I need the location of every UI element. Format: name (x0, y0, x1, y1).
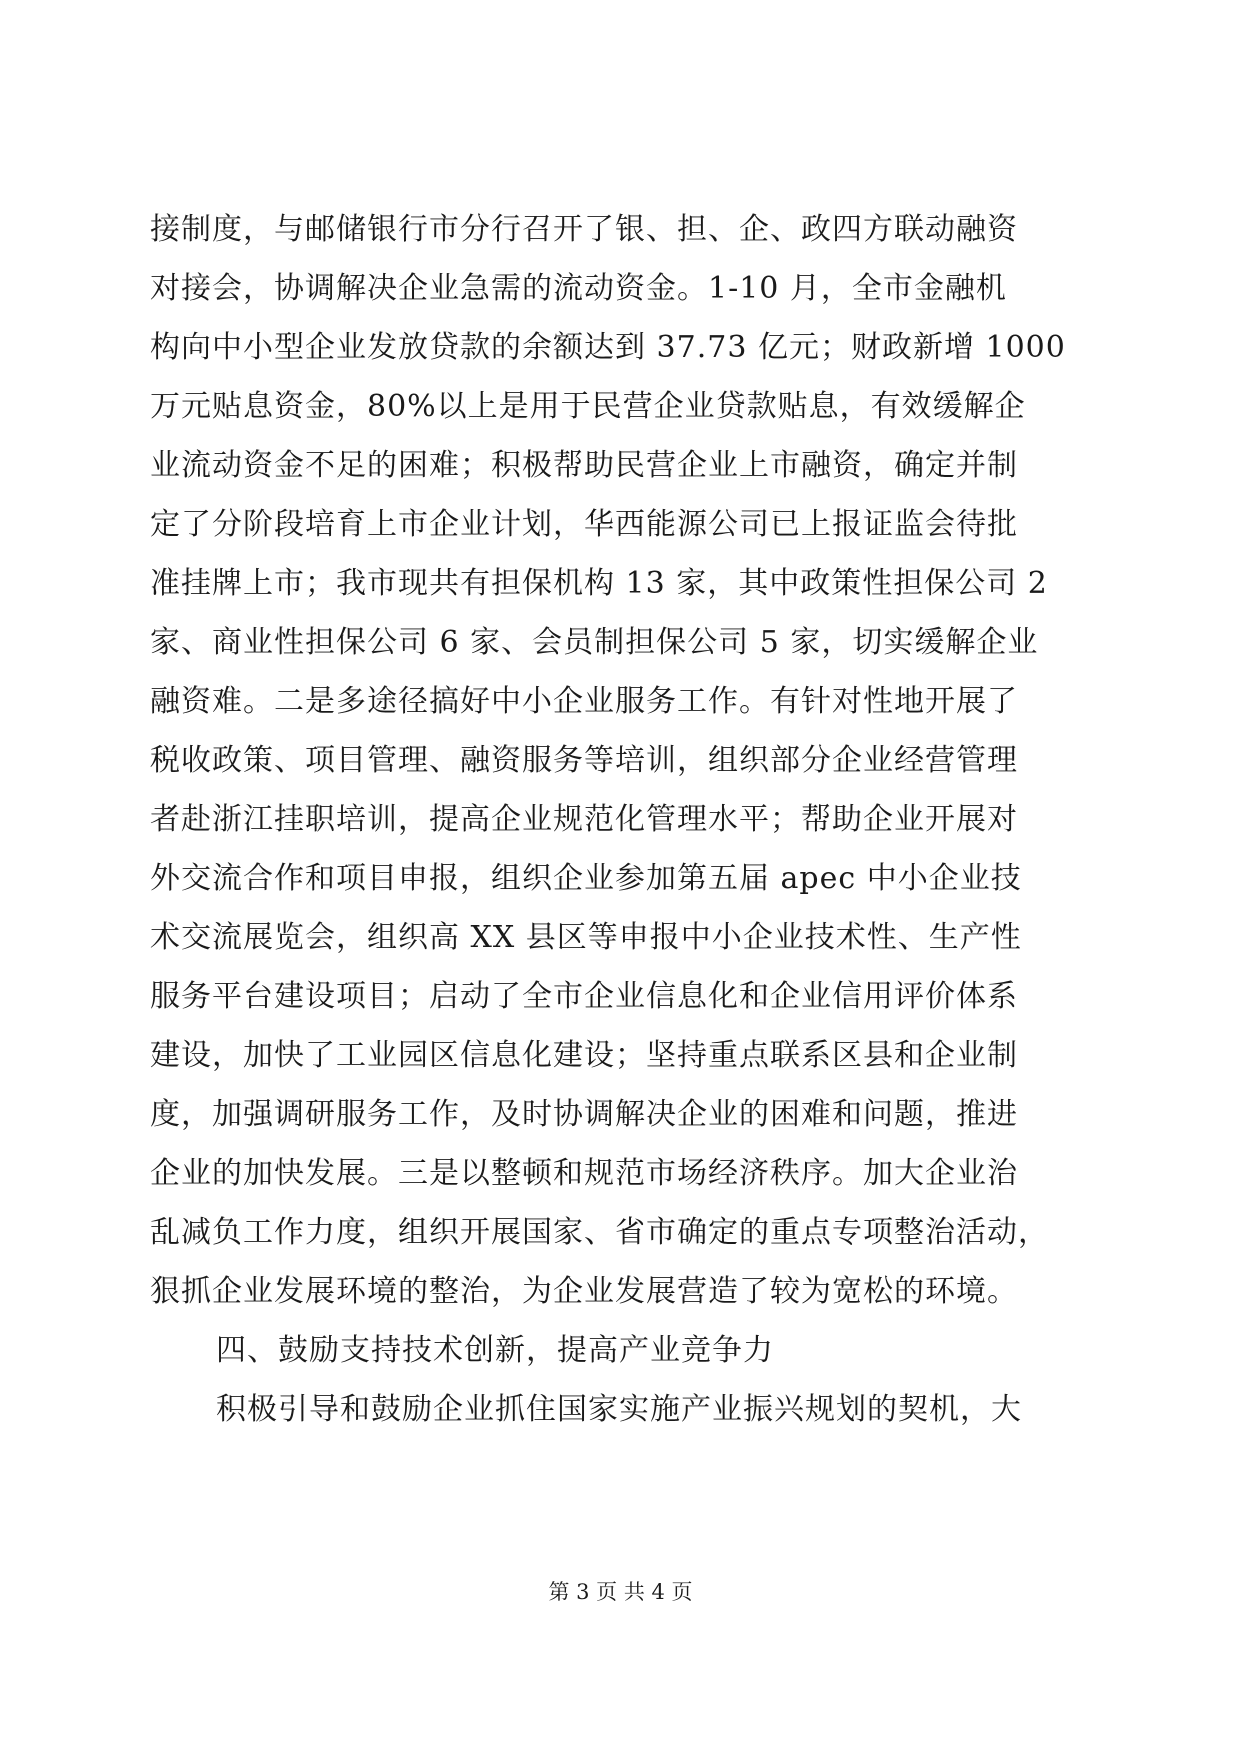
body-line-7: 准挂牌上市；我市现共有担保机构 13 家，其中政策性担保公司 2 (150, 566, 1048, 601)
body-line-5: 业流动资金不足的困难；积极帮助民营企业上市融资，确定并制 (150, 448, 1018, 483)
body-line-16: 度，加强调研服务工作，及时协调解决企业的困难和问题，推进 (150, 1097, 1018, 1132)
body-line-8: 家、商业性担保公司 6 家、会员制担保公司 5 家，切实缓解企业 (150, 625, 1039, 660)
body-line-4: 万元贴息资金，80%以上是用于民营企业贷款贴息，有效缓解企 (150, 389, 1026, 424)
body-line-14: 服务平台建设项目；启动了全市企业信息化和企业信用评价体系 (150, 979, 1018, 1014)
body-line-17: 企业的加快发展。三是以整顿和规范市场经济秩序。加大企业治 (150, 1156, 1018, 1191)
body-line-1: 接制度，与邮储银行市分行召开了银、担、企、政四方联动融资 (150, 212, 1018, 247)
body-line-11: 者赴浙江挂职培训，提高企业规范化管理水平；帮助企业开展对 (150, 802, 1018, 837)
body-line-9: 融资难。二是多途径搞好中小企业服务工作。有针对性地开展了 (150, 684, 1018, 719)
body-line-3: 构向中小型企业发放贷款的余额达到 37.73 亿元；财政新增 1000 (150, 330, 1066, 365)
body-line-12: 外交流合作和项目申报，组织企业参加第五届 apec 中小企业技 (150, 861, 1022, 896)
body-line-19: 狠抓企业发展环境的整治，为企业发展营造了较为宽松的环境。 (150, 1274, 1018, 1309)
paragraph-first-line: 积极引导和鼓励企业抓住国家实施产业振兴规划的契机，大 (216, 1392, 1022, 1427)
body-line-6: 定了分阶段培育上市企业计划，华西能源公司已上报证监会待批 (150, 507, 1018, 542)
section-heading: 四、鼓励支持技术创新，提高产业竞争力 (216, 1333, 774, 1368)
page-footer: 第 3 页 共 4 页 (548, 1580, 693, 1604)
body-line-10: 税收政策、项目管理、融资服务等培训，组织部分企业经营管理 (150, 743, 1018, 778)
body-line-13: 术交流展览会，组织高 XX 县区等申报中小企业技术性、生产性 (150, 920, 1022, 955)
body-line-15: 建设，加快了工业园区信息化建设；坚持重点联系区县和企业制 (150, 1038, 1018, 1073)
body-line-18: 乱减负工作力度，组织开展国家、省市确定的重点专项整治活动， (150, 1215, 1049, 1250)
body-line-2: 对接会，协调解决企业急需的流动资金。1-10 月，全市金融机 (150, 271, 1007, 306)
